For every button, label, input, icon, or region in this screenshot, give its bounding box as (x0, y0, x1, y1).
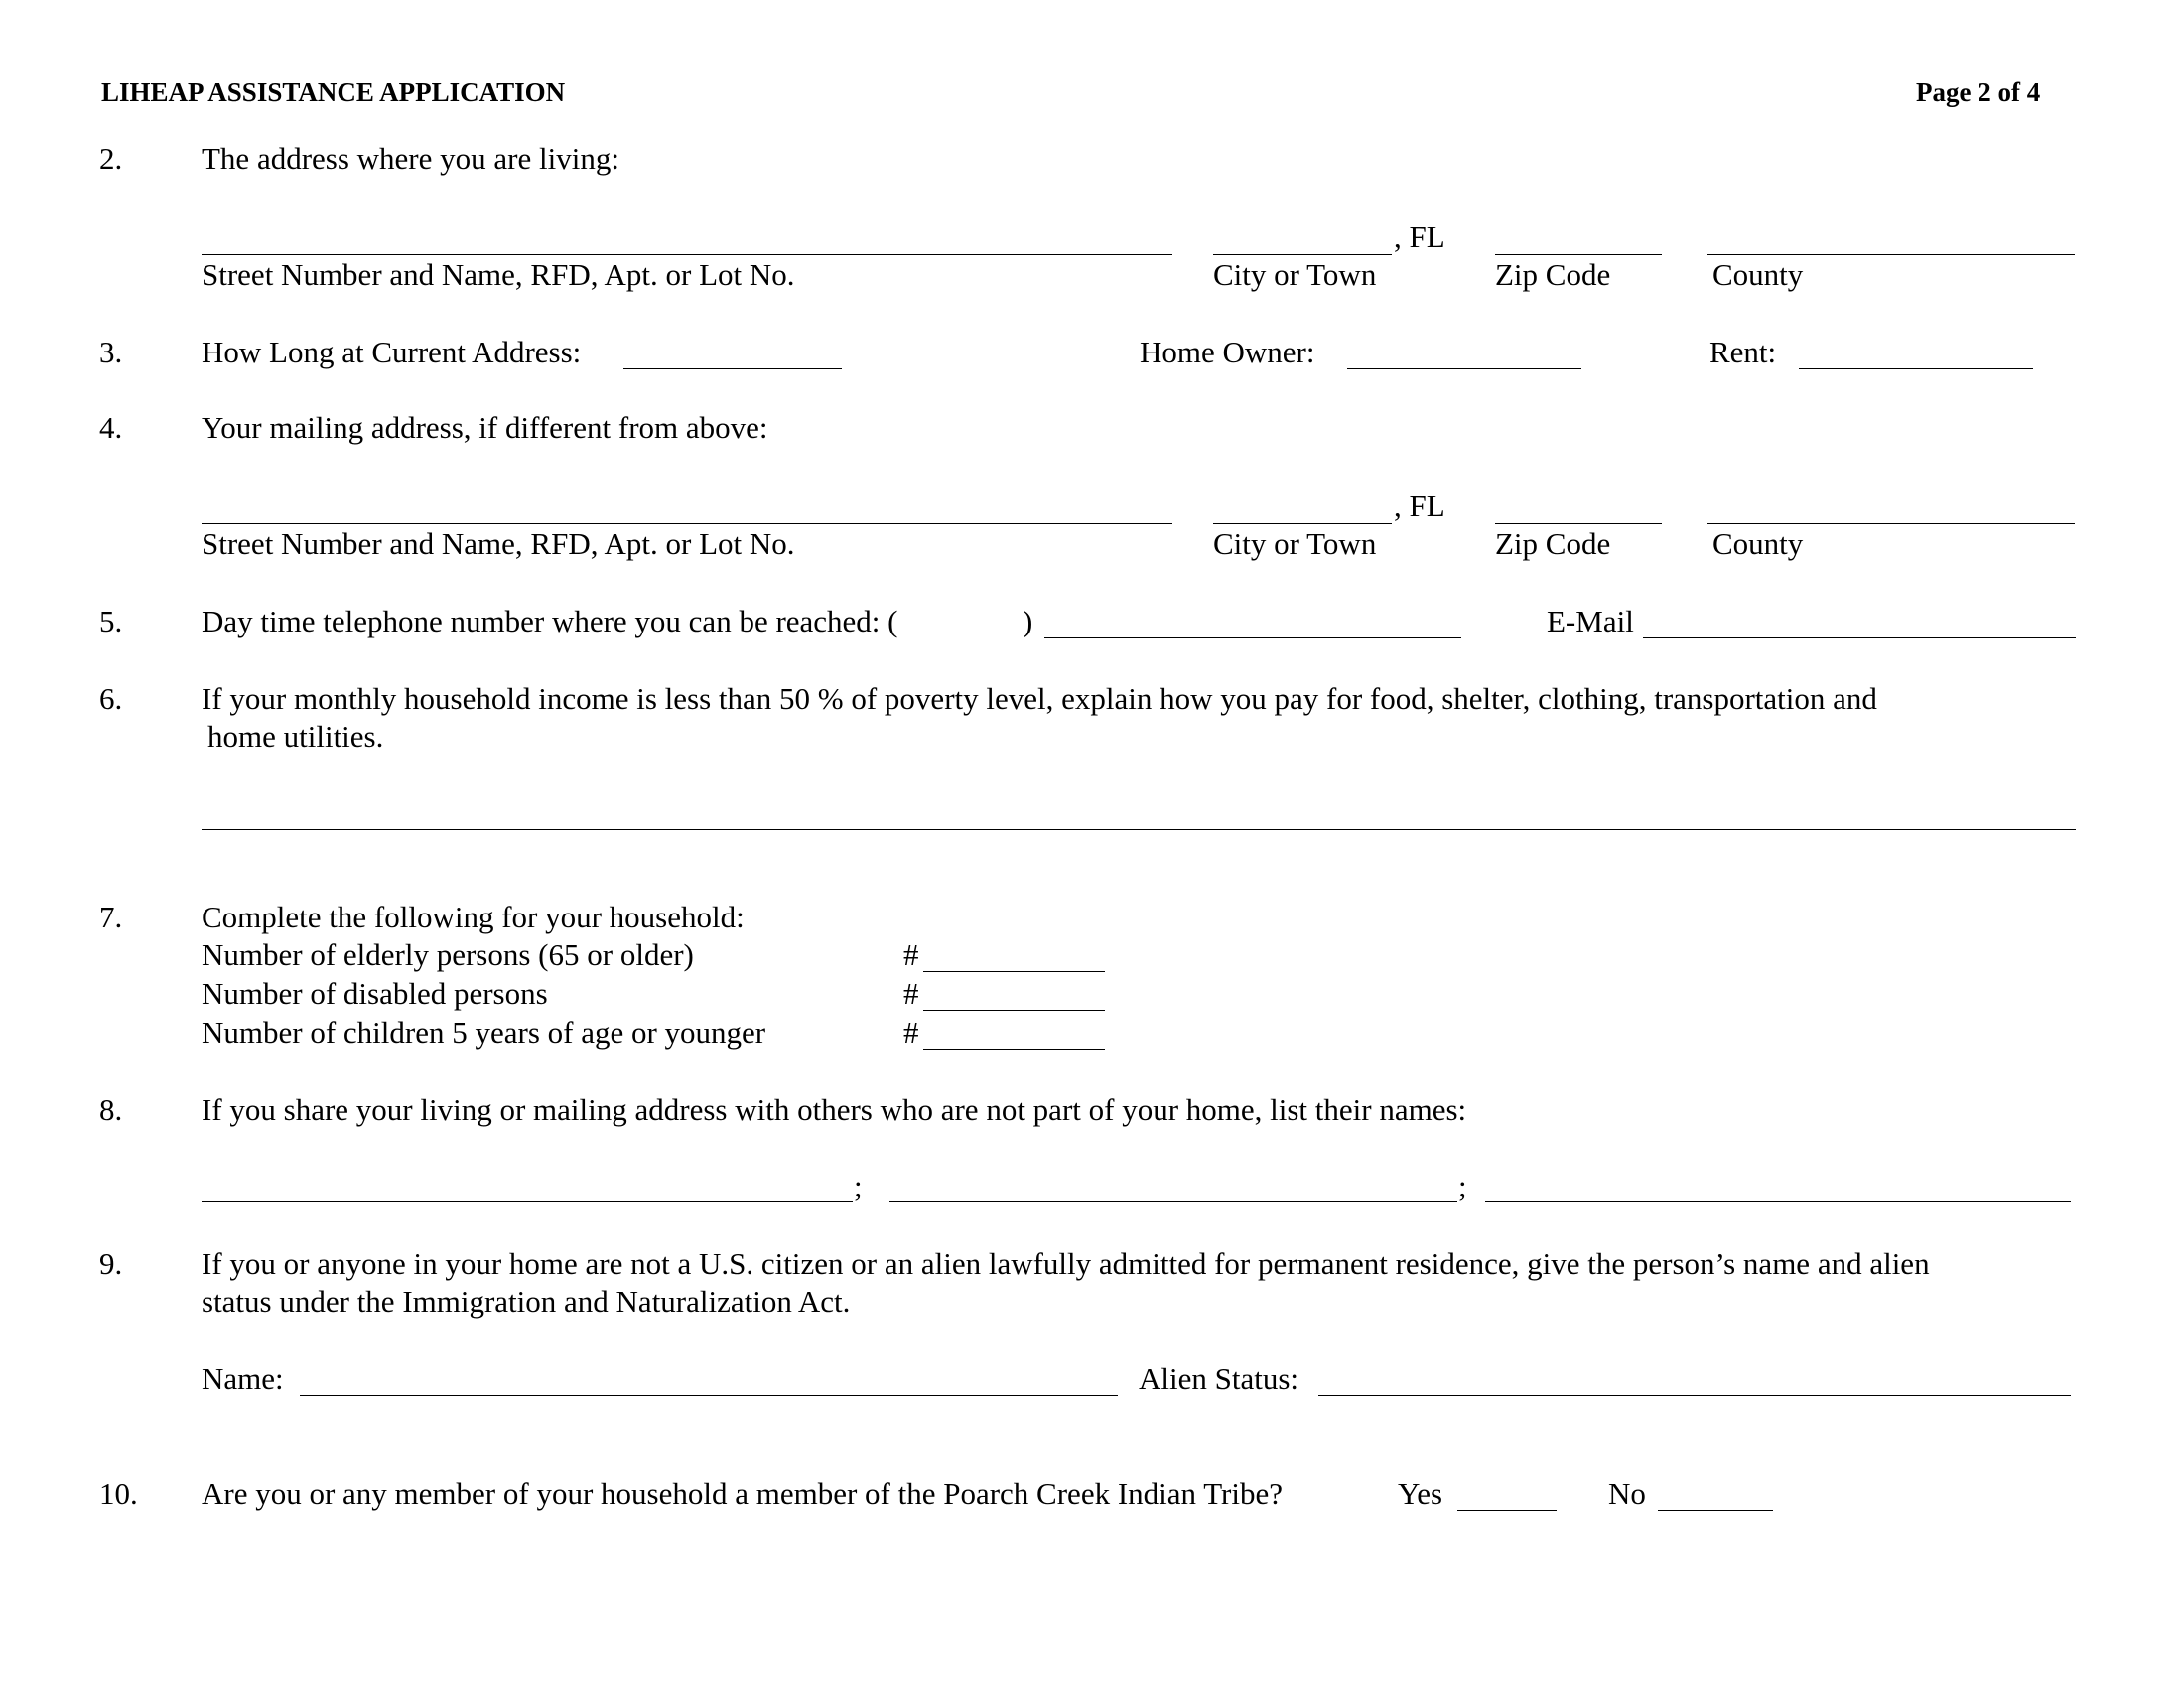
q10-number: 10. (99, 1477, 138, 1511)
q7-elderly-field[interactable] (923, 971, 1105, 972)
q4-text: Your mailing address, if different from above: (202, 410, 768, 445)
q5-phone-close-paren: ) (1023, 604, 1033, 638)
q8-number: 8. (99, 1092, 123, 1127)
q6-explanation-field[interactable] (202, 829, 2076, 830)
q6-text-line1: If your monthly household income is less than 50 % of poverty level, explain how you pay for food, shelter, clothing, transportation and (202, 681, 1877, 716)
q4-county-label: County (1712, 526, 1804, 561)
q9-number: 9. (99, 1246, 123, 1281)
q4-number: 4. (99, 410, 123, 445)
q2-county-field[interactable] (1707, 254, 2075, 255)
q5-email-label: E-Mail (1547, 604, 1634, 638)
form-title: LIHEAP ASSISTANCE APPLICATION (101, 77, 566, 107)
q3-home-owner-field[interactable] (1347, 368, 1581, 369)
q2-text: The address where you are living: (202, 141, 619, 176)
q10-yes-label: Yes (1398, 1477, 1443, 1511)
q9-alien-status-label: Alien Status: (1139, 1361, 1299, 1396)
q7-intro: Complete the following for your household: (202, 900, 745, 934)
q3-rent-label: Rent: (1709, 335, 1777, 369)
q7-children-label: Number of children 5 years of age or younger (202, 1015, 766, 1050)
q6-text-line2: home utilities. (207, 719, 384, 754)
q2-city-label: City or Town (1213, 257, 1377, 292)
q3-rent-field[interactable] (1799, 368, 2033, 369)
q4-street-field[interactable] (202, 523, 1172, 524)
q10-yes-field[interactable] (1457, 1510, 1557, 1511)
q3-home-owner-label: Home Owner: (1140, 335, 1315, 369)
q10-no-label: No (1608, 1477, 1646, 1511)
q9-text-line2: status under the Immigration and Naturalization Act. (202, 1284, 851, 1319)
q6-number: 6. (99, 681, 123, 716)
q10-no-field[interactable] (1658, 1510, 1773, 1511)
q4-street-label: Street Number and Name, RFD, Apt. or Lot No. (202, 526, 795, 561)
q2-zip-label: Zip Code (1495, 257, 1611, 292)
q2-number: 2. (99, 141, 123, 176)
q8-name-field-2[interactable] (889, 1201, 1457, 1202)
q7-children-field[interactable] (923, 1049, 1105, 1050)
q4-zip-label: Zip Code (1495, 526, 1611, 561)
q9-alien-status-field[interactable] (1318, 1395, 2071, 1396)
q2-city-field[interactable] (1213, 254, 1392, 255)
q2-street-field[interactable] (202, 254, 1172, 255)
q4-county-field[interactable] (1707, 523, 2075, 524)
q5-number: 5. (99, 604, 123, 638)
q8-name-field-1[interactable] (202, 1201, 853, 1202)
q7-elderly-label: Number of elderly persons (65 or older) (202, 937, 694, 972)
q9-name-label: Name: (202, 1361, 284, 1396)
q8-separator-2: ; (1458, 1169, 1467, 1203)
q4-state: , FL (1394, 489, 1445, 523)
q3-how-long-label: How Long at Current Address: (202, 335, 582, 369)
q2-county-label: County (1712, 257, 1804, 292)
q5-phone-label: Day time telephone number where you can be reached: ( (202, 604, 898, 638)
q9-name-field[interactable] (300, 1395, 1118, 1396)
q7-disabled-field[interactable] (923, 1010, 1105, 1011)
q2-zip-field[interactable] (1495, 254, 1662, 255)
q7-disabled-label: Number of disabled persons (202, 976, 548, 1011)
page-number: Page 2 of 4 (1916, 77, 2041, 107)
q7-disabled-hash: # (903, 976, 919, 1011)
q9-text-line1: If you or anyone in your home are not a U.S. citizen or an alien lawfully admitted for permanent residence, give the person’s name and alien (202, 1246, 1930, 1281)
q2-street-label: Street Number and Name, RFD, Apt. or Lot No. (202, 257, 795, 292)
q8-name-field-3[interactable] (1485, 1201, 2071, 1202)
q5-email-field[interactable] (1643, 637, 2076, 638)
q7-children-hash: # (903, 1015, 919, 1050)
q4-city-field[interactable] (1213, 523, 1392, 524)
q4-zip-field[interactable] (1495, 523, 1662, 524)
q4-city-label: City or Town (1213, 526, 1377, 561)
q8-separator-1: ; (854, 1169, 863, 1203)
q3-how-long-field[interactable] (623, 368, 842, 369)
q5-phone-field[interactable] (1044, 637, 1461, 638)
q3-number: 3. (99, 335, 123, 369)
q7-elderly-hash: # (903, 937, 919, 972)
q7-number: 7. (99, 900, 123, 934)
q10-text: Are you or any member of your household a member of the Poarch Creek Indian Tribe? (202, 1477, 1284, 1511)
q8-text: If you share your living or mailing address with others who are not part of your home, list their names: (202, 1092, 1467, 1127)
q2-state: , FL (1394, 219, 1445, 254)
